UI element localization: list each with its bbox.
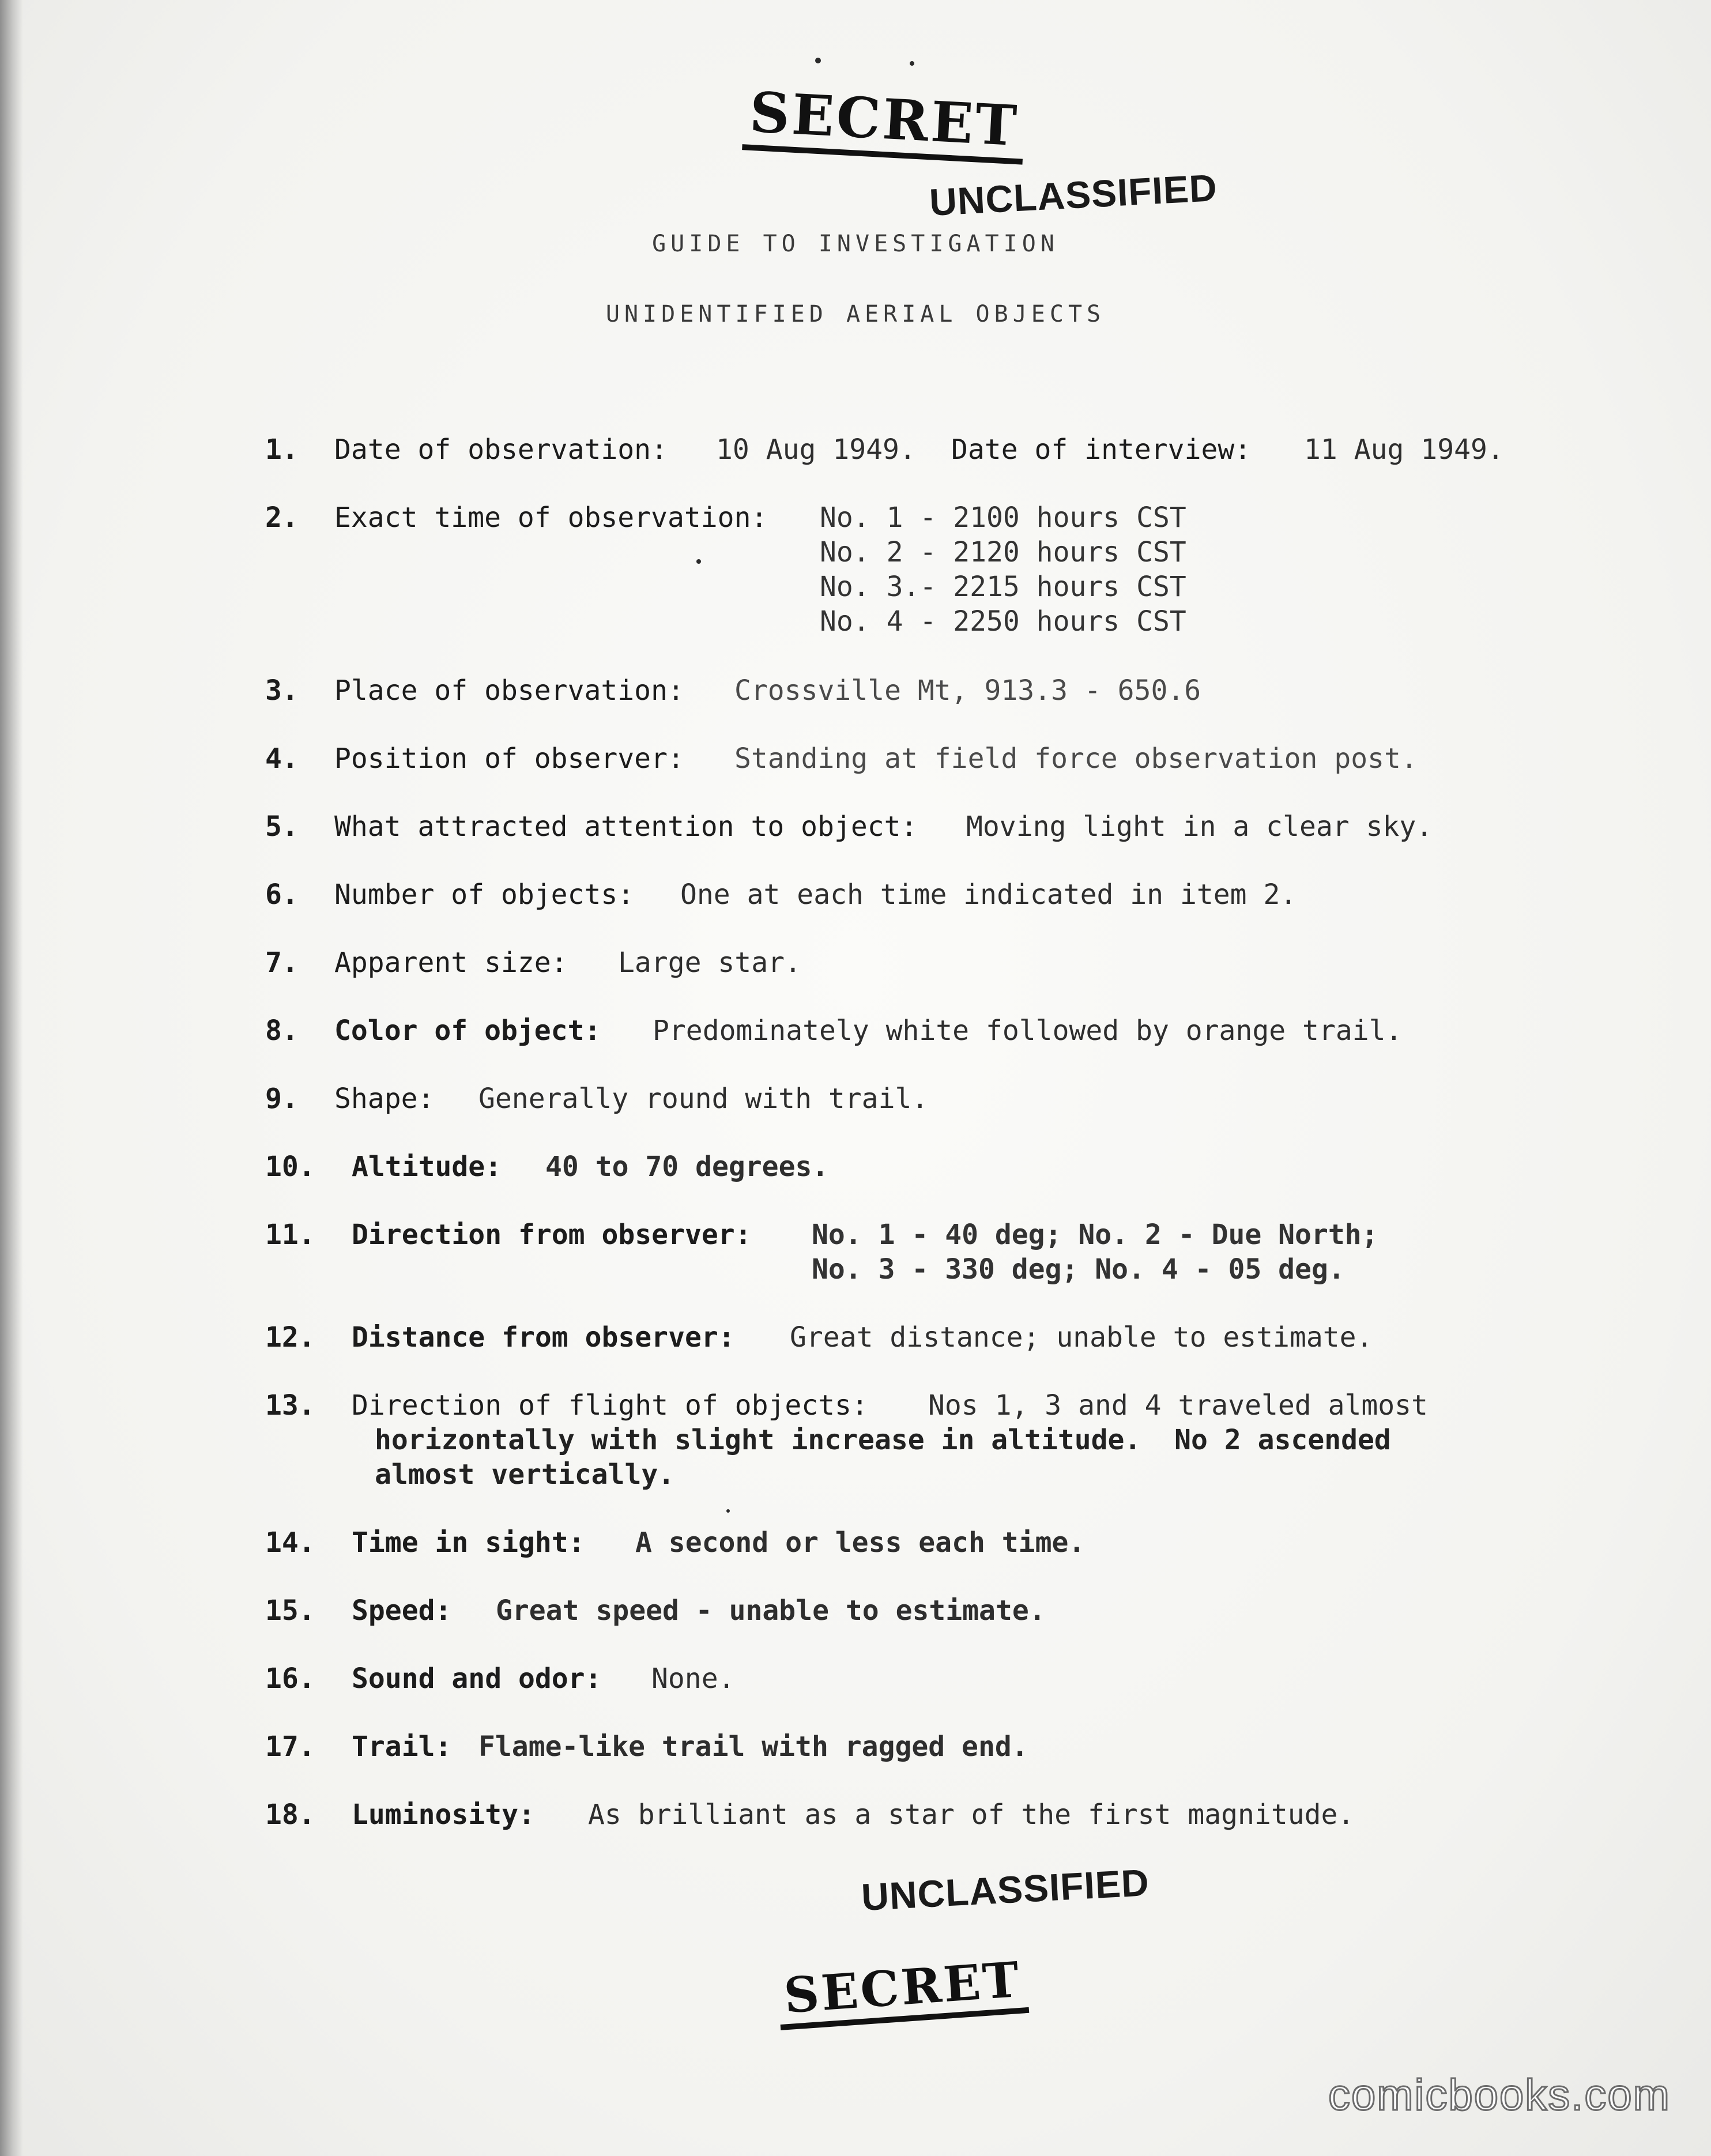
flight-continuation: almost vertically.: [375, 1458, 675, 1491]
item-number: 3.: [265, 674, 299, 707]
item-number: 9.: [265, 1083, 299, 1115]
item-number: 15.: [265, 1595, 315, 1627]
item-label: Direction from observer:: [352, 1219, 752, 1251]
ink-speck: [815, 58, 821, 63]
item-value-2: 11 Aug 1949.: [1304, 434, 1504, 466]
item-value: Generally round with trail.: [478, 1083, 929, 1115]
secret-stamp-bottom: SECRET: [777, 1950, 1029, 2030]
item-label: Date of observation:: [334, 434, 668, 466]
site-watermark: comicbooks.com: [1328, 2071, 1671, 2120]
item-label: Exact time of observation:: [334, 502, 768, 534]
item-number: 16.: [265, 1663, 315, 1695]
ink-speck: [910, 61, 914, 66]
item-value: A second or less each time.: [635, 1526, 1086, 1559]
item-value: Flame-like trail with ragged end.: [478, 1731, 1028, 1763]
item-label: Distance from observer:: [352, 1321, 735, 1354]
item-value: Crossville Mt, 913.3 - 650.6: [734, 674, 1201, 707]
item-label: Speed:: [352, 1595, 452, 1627]
item-label: Altitude:: [352, 1151, 502, 1183]
item-number: 1.: [265, 434, 299, 466]
unclassified-stamp-bottom: UNCLASSIFIED: [860, 1860, 1151, 1919]
item-label: Color of object:: [334, 1015, 601, 1047]
item-label: Time in sight:: [352, 1526, 585, 1559]
time-entry: No. 1 - 2100 hours CST: [820, 502, 1186, 534]
item-label: Place of observation:: [334, 674, 684, 707]
document-title: GUIDE TO INVESTIGATION: [652, 231, 1059, 257]
item-label: What attracted attention to object:: [334, 811, 918, 843]
item-value: Moving light in a clear sky.: [966, 811, 1433, 843]
unclassified-stamp-top: UNCLASSIFIED: [928, 165, 1219, 224]
item-value: As brilliant as a star of the first magnitude.: [588, 1799, 1355, 1831]
direction-entry: No. 1 - 40 deg; No. 2 - Due North;: [812, 1219, 1378, 1251]
item-number: 13.: [265, 1389, 315, 1422]
item-label: Position of observer:: [334, 742, 684, 775]
item-label: Direction of flight of objects:: [352, 1389, 868, 1422]
secret-stamp-top: SECRET: [742, 79, 1026, 164]
item-label: Apparent size:: [334, 947, 568, 979]
item-value: 10 Aug 1949.: [716, 434, 916, 466]
item-value: None.: [651, 1663, 735, 1695]
item-number: 14.: [265, 1526, 315, 1559]
time-entry: No. 2 - 2120 hours CST: [820, 536, 1186, 568]
item-value: Nos 1, 3 and 4 traveled almost: [928, 1389, 1428, 1422]
item-label: Shape:: [334, 1083, 435, 1115]
item-value: Great distance; unable to estimate.: [790, 1321, 1373, 1354]
item-number: 10.: [265, 1151, 315, 1183]
item-label: Luminosity:: [352, 1799, 535, 1831]
direction-entry: No. 3 - 330 deg; No. 4 - 05 deg.: [812, 1253, 1345, 1286]
item-number: 7.: [265, 947, 299, 979]
item-number: 17.: [265, 1731, 315, 1763]
item-label: Trail:: [352, 1731, 452, 1763]
item-number: 18.: [265, 1799, 315, 1831]
item-number: 12.: [265, 1321, 315, 1354]
item-number: 8.: [265, 1015, 299, 1047]
time-entry: No. 4 - 2250 hours CST: [820, 605, 1186, 638]
flight-continuation: horizontally with slight increase in altitude. No 2 ascended: [375, 1424, 1391, 1456]
item-value: Standing at field force observation post.: [734, 742, 1418, 775]
item-label-2: Date of interview:: [951, 434, 1252, 466]
item-number: 6.: [265, 879, 299, 911]
item-number: 4.: [265, 742, 299, 775]
item-value: Great speed - unable to estimate.: [496, 1595, 1046, 1627]
item-value: Predominately white followed by orange trail.: [653, 1015, 1403, 1047]
time-entry: No. 3.- 2215 hours CST: [820, 571, 1186, 603]
item-label: Number of objects:: [334, 879, 635, 911]
item-number: 5.: [265, 811, 299, 843]
item-value: Large star.: [618, 947, 801, 979]
item-label: Sound and odor:: [352, 1663, 602, 1695]
item-value: One at each time indicated in item 2.: [680, 879, 1297, 911]
item-value: 40 to 70 degrees.: [545, 1151, 829, 1183]
item-number: 11.: [265, 1219, 315, 1251]
item-number: 2.: [265, 502, 299, 534]
document-subtitle: UNIDENTIFIED AERIAL OBJECTS: [605, 301, 1106, 327]
